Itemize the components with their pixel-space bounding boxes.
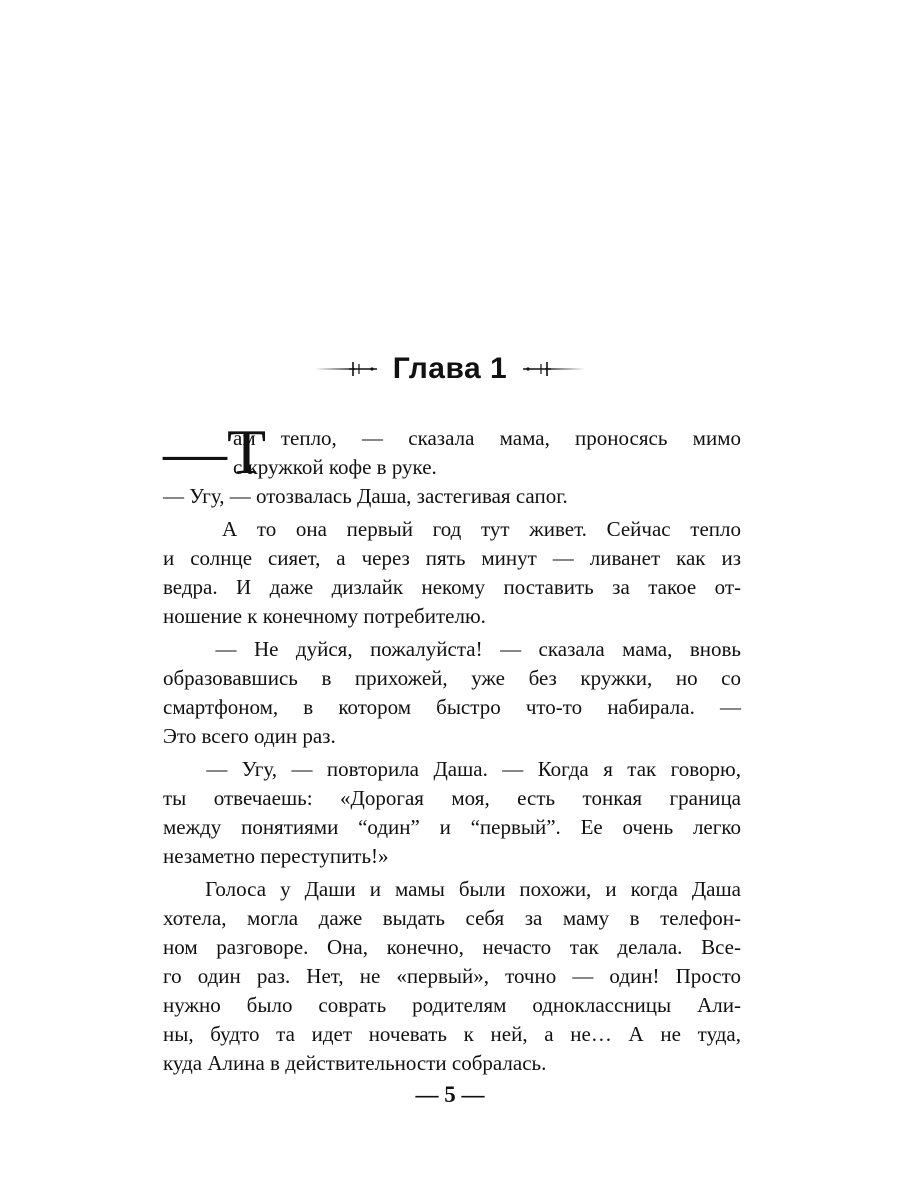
text-line: хотела, могла даже выдать себя за маму в телефон-	[163, 906, 741, 930]
text-line: го один раз. Нет, не «первый», точно — один! Просто	[163, 964, 741, 988]
text-line: ам тепло, — сказала мама, проносясь мимо	[233, 426, 741, 450]
text-line: Голоса у Даши и мамы были похожи, и когда Даша	[163, 877, 741, 901]
text-line: нужно было соврать родителям одноклассницы Али-	[163, 993, 741, 1017]
text-line: А то она первый год тут живет. Сейчас тепло	[163, 517, 741, 541]
chapter-title: Глава 1	[392, 352, 508, 385]
text-line: — Угу, — отозвалась Даша, застегивая сапог.	[163, 484, 568, 508]
paragraph	[163, 755, 741, 871]
text-line: образовавшись в прихожей, уже без кружки, но со	[163, 666, 741, 690]
chapter-heading	[0, 344, 900, 394]
right-ornament-icon	[523, 359, 585, 379]
text-line: ношение к конечному потребителю.	[163, 604, 486, 628]
paragraph	[163, 635, 741, 751]
paragraph	[163, 875, 741, 1078]
text-line: — Не дуйся, пожалуйста! — сказала мама, вновь	[163, 637, 741, 661]
left-ornament-icon	[315, 359, 377, 379]
text-line: между понятиями “один” и “первый”. Ее очень легко	[163, 815, 741, 839]
text-line: Это всего один раз.	[163, 724, 336, 748]
text-line: смартфоном, в котором быстро что-то набирала. —	[163, 695, 741, 719]
text-line: и солнце сияет, а через пять минут — ливанет как из	[163, 546, 741, 570]
text-line: ты отвечаешь: «Дорогая моя, есть тонкая граница	[163, 786, 741, 810]
text-line: с кружкой кофе в руке.	[233, 455, 437, 479]
page-number: — 5 —	[415, 1082, 485, 1107]
text-line: незаметно переступить!»	[163, 844, 389, 868]
text-line: ны, будто та идет ночевать к ней, а не… А не туда,	[163, 1022, 741, 1046]
opening-paragraph	[163, 416, 741, 487]
text-line: ном разговоре. Она, конечно, нечасто так делала. Все-	[163, 935, 741, 959]
text-line: ведра. И даже дизлайк некому поставить за такое от-	[163, 575, 741, 599]
body-text	[163, 416, 741, 1078]
drop-cap: —Т	[163, 416, 267, 487]
text-line: — Угу, — повторила Даша. — Когда я так говорю,	[163, 757, 741, 781]
text-line: куда Алина в действительности собралась.	[163, 1051, 547, 1075]
paragraph	[163, 515, 741, 631]
